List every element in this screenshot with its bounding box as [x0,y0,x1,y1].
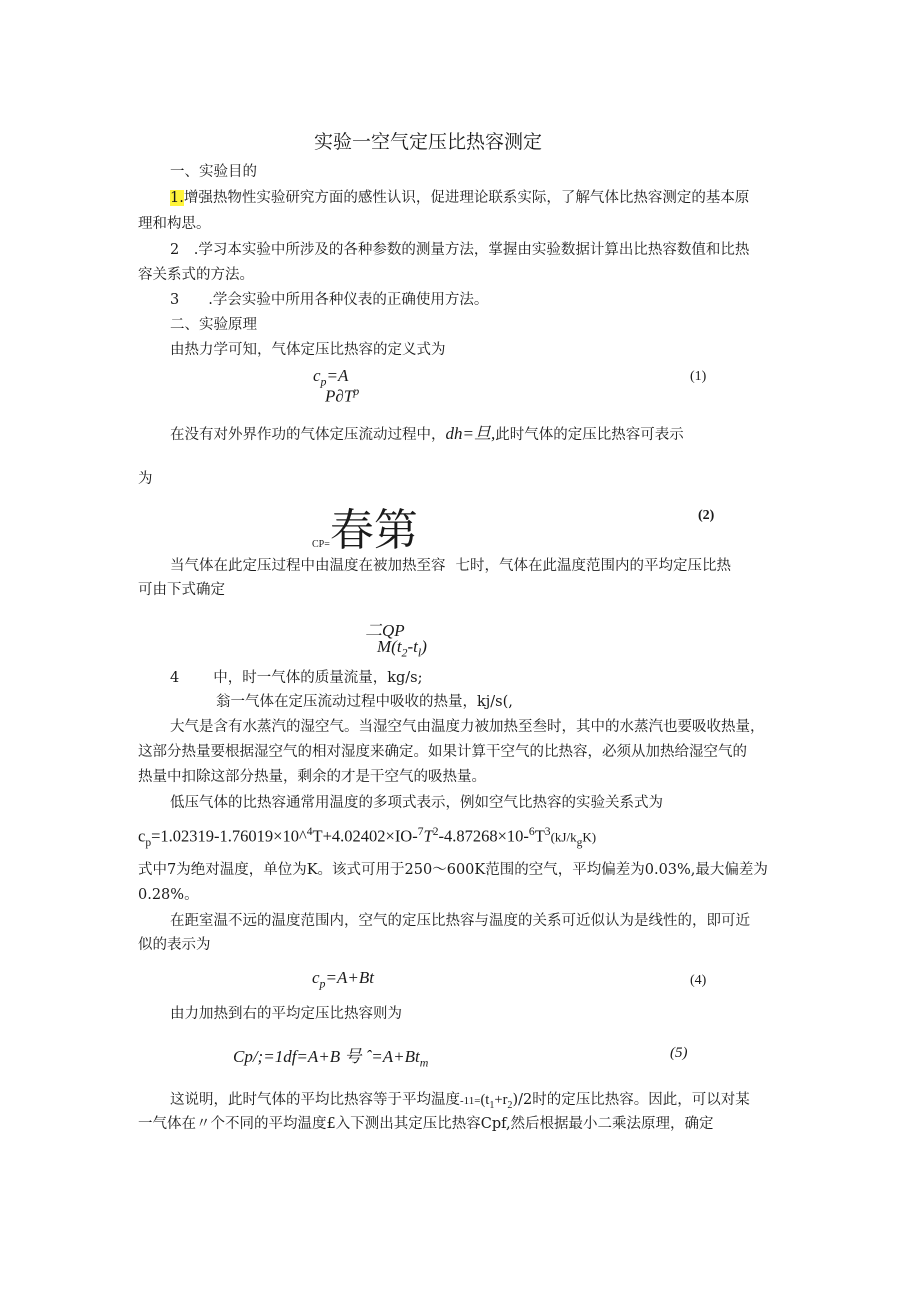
equation-3-bottom: $M(t_2-t_l)$ [377,637,427,660]
paragraph-average: 由力加热到右的平均定压比热容则为 [170,1006,402,1022]
item-3: 3 .学会实验中所用各种仪表的正确使用方法。 [170,292,489,308]
equation-2-number: (2) [698,508,715,523]
paragraph-linear-line-1: 在距室温不远的温度范围内，空气的定压比热容与温度的关系可近似认为是线性的，即可近 [170,913,750,929]
equation-1-top: $c_p=A$ [313,366,349,389]
equation-2-prefix: CP= [312,539,330,550]
inline-equation-dh: dh=旦, [445,424,496,443]
paragraph-formula-note-line-1: 式中7为绝对温度，单位为K。该式可用于250～600K范围的空气，平均偏差为0.03%,最大偏差为 [138,862,768,878]
paragraph-heating-line-2: 可由下式确定 [138,582,225,598]
paragraph-continuation-wei: 为 [138,471,153,487]
equation-1-bottom: $P\partial T^p$ [325,384,360,406]
item-1-text: 增强热物性实验研究方面的感性认识，促进理论联系实际，了解气体比热容测定的基本原 [183,190,750,206]
paragraph-air-line-1: 大气是含有水蒸汽的湿空气。当湿空气由温度力被加热至叁时，其中的水蒸汽也要吸收热量， [170,719,765,735]
equation-4: $c_p=A+Bt$ [312,968,374,991]
paragraph-final-line-2: 一气体在〃个不同的平均温度£入下测出其定压比热容Cpf,然后根据最小二乘法原理，确定 [138,1116,714,1132]
paragraph-air-line-3: 热量中扣除这部分热量，剩余的才是干空气的吸热量。 [138,769,486,785]
paragraph-heating-line-1: 当气体在此定压过程中由温度在被加热至容 七时，气体在此温度范围内的平均定压比热 [170,558,731,574]
item-1-line-2: 理和构思。 [138,216,211,232]
paragraph-final-line-1: 这说明，此时气体的平均比热容等于平均温度$-11=(t_1+r_2)/2$时的定压比热容。因此，可以对某 [170,1092,750,1111]
where-line-1: 4 中，时一气体的质量流量，kg/s; [170,670,423,686]
where-line-2: 翁一气体在定压流动过程中吸收的热量，kj/s(, [216,694,513,710]
paragraph-air-line-2: 这部分热量要根据湿空气的相对湿度来确定。如果计算干空气的比热容，必须从加热给湿空气的 [138,744,747,760]
equation-1-number: (1) [690,369,707,384]
equation-5: Cp/;=1df=A+B 号 $ˆ=A+Bt_m$ [233,1047,429,1070]
paragraph-no-work: 在没有对外界作功的气体定压流动过程中，dh=旦,此时气体的定压比热容可表示 [170,424,684,443]
equation-polynomial: $c_p=1.02319-1.76019\times 10\^{}^4T+4.02402\times IO-^7T^2-4.87268\times 10-^6T^3(kJ/k_gK)$ [138,826,597,849]
item-2-line-2: 容关系式的方法。 [138,267,254,283]
item-1-line-1 [170,186,749,210]
equation-5-number: (5) [670,1045,688,1061]
paragraph-linear-line-2: 似的表示为 [138,937,211,953]
equation-2 [312,494,418,556]
equation-4-number: (4) [690,973,707,988]
section-heading-principle: 二、实验原理 [170,317,257,333]
item-2-line-1: 2 .学习本实验中所涉及的各种参数的测量方法，掌握由实验数据计算出比热容数值和比热 [170,242,750,258]
item-1-number: 1. [170,190,184,206]
page-title: 实验一空气定压比热容测定 [314,131,543,153]
paragraph-formula-note-line-2: 0.28%。 [138,887,199,903]
equation-2-body: 春第 [329,505,418,556]
paragraph-polynomial: 低压气体的比热容通常用温度的多项式表示，例如空气比热容的实验关系式为 [170,795,663,811]
paragraph-definition: 由热力学可知，气体定压比热容的定义式为 [170,342,446,358]
section-heading-objectives: 一、实验目的 [170,164,257,180]
equation-3-top: 二QP [365,621,405,640]
